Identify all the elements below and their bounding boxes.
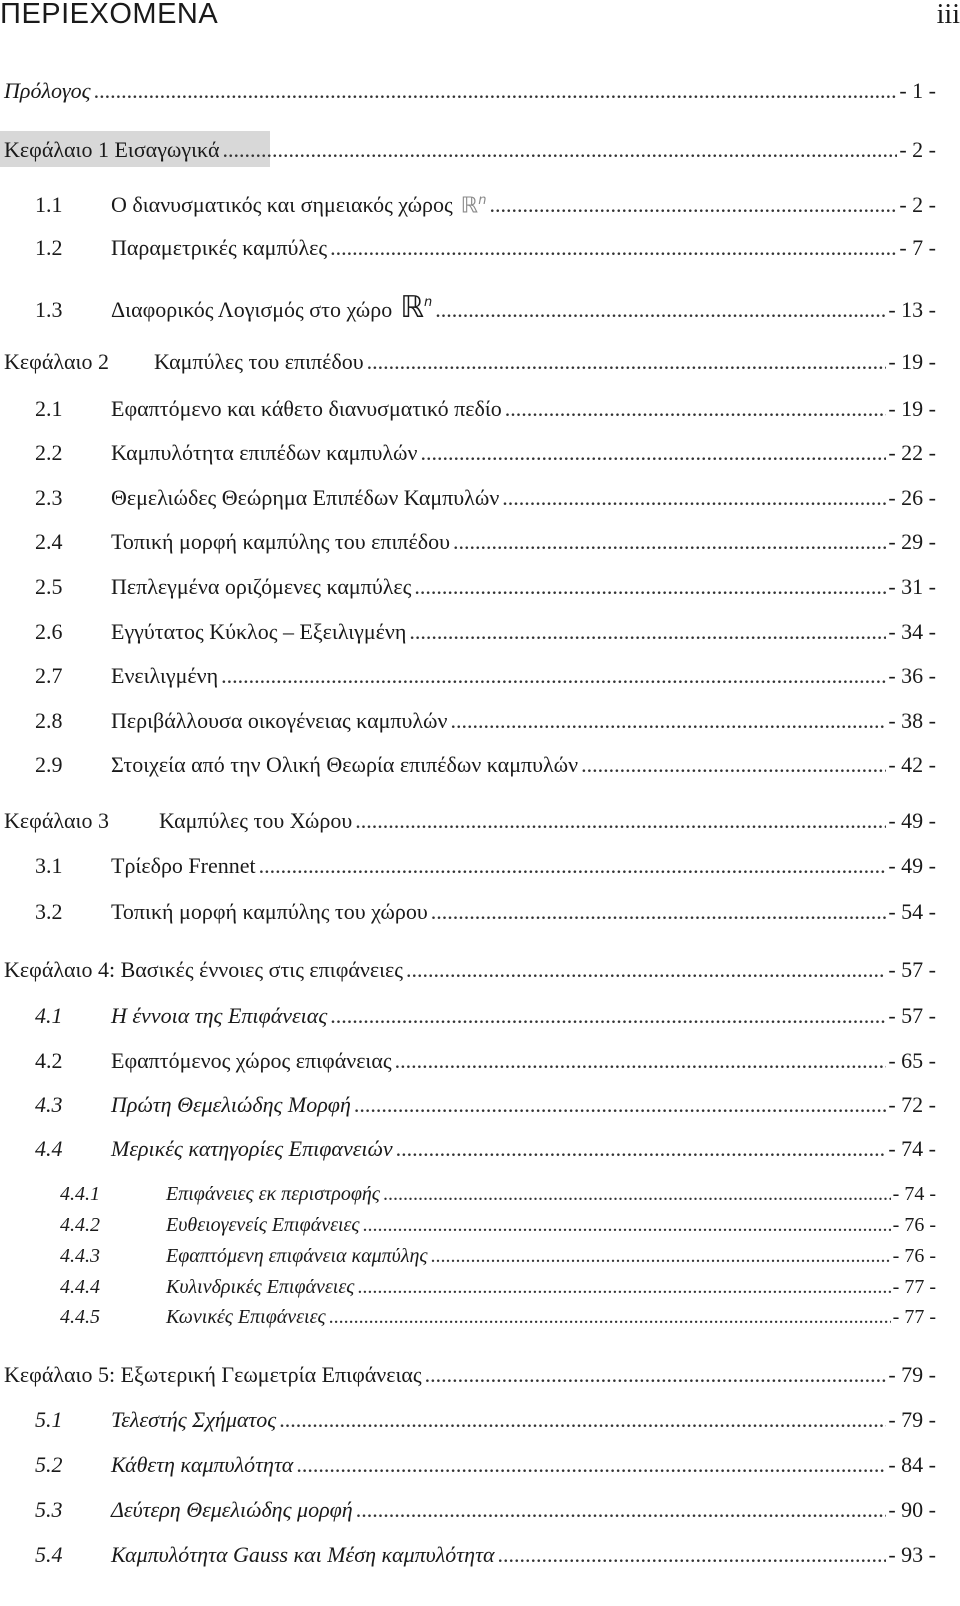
toc-entry-preface[interactable] [4,78,936,104]
toc-entry-title: Κάθετη καμπυλότητα [111,1452,294,1477]
toc-entry-page: - 57 - [888,957,936,982]
dot-leader [502,485,886,511]
toc-entry-page: - 29 - [888,529,936,554]
toc-entry-4-2[interactable] [35,1048,936,1074]
toc-entry-title: Εφαπτόμενο και κάθετο διανυσματικό πεδίο [111,396,502,421]
toc-entry-title: Η έννοια της Επιφάνειας [111,1003,328,1028]
toc-entry-page: - 90 - [888,1497,936,1522]
toc-entry-4-4-5[interactable] [60,1306,936,1328]
toc-entry-4-4-1[interactable] [60,1183,936,1205]
toc-entry-title: Εφαπτόμενη επιφάνεια καμπύλης [166,1245,428,1267]
toc-entry-3-1[interactable] [35,853,936,879]
toc-entry-title: Πρόλογος [4,78,91,103]
toc-entry-page: - 84 - [888,1452,936,1477]
toc-entry-title: Πρώτη Θεμελιώδης Μορφή [111,1092,351,1117]
toc-entry-2-7[interactable] [35,663,936,689]
toc-entry-page: - 49 - [888,808,936,833]
toc-entry-number: 4.4.4 [60,1276,100,1298]
toc-entry-number: 4.4.2 [60,1214,100,1236]
toc-entry-number: 5.1 [35,1407,63,1432]
toc-entry-title: Ο διανυσματικός και σημειακός χώρος [111,192,453,218]
toc-entry-4-4-2[interactable] [60,1214,936,1236]
dot-leader [221,663,886,689]
toc-entry-number: 5.3 [35,1497,63,1522]
toc-entry-2-8[interactable] [35,708,936,734]
dot-leader [425,1362,887,1388]
toc-entry-page: - 72 - [888,1092,936,1117]
toc-entry-1-3[interactable] [35,290,936,323]
toc-entry-page: - 74 - [892,1183,936,1205]
toc-entry-page: - 13 - [888,297,936,322]
toc-entry-page: - 76 - [892,1214,936,1236]
toc-entry-title: Τελεστής Σχήματος [111,1407,277,1432]
toc-entry-title: Δεύτερη Θεμελιώδης μορφή [111,1497,353,1522]
toc-entry-number: 2.8 [35,708,63,733]
dot-leader [498,1542,887,1568]
toc-entry-page: - 2 - [899,137,936,162]
toc-entry-2-5[interactable] [35,574,936,600]
toc-entry-title: Ευθειογενείς Επιφάνειες [166,1214,360,1236]
dot-leader [383,1183,891,1205]
dot-leader [453,529,886,555]
toc-entry-number: 4.1 [35,1003,63,1028]
dot-leader [279,1407,886,1433]
toc-entry-chapter-2[interactable] [4,349,936,375]
dot-leader [581,752,886,778]
dot-leader [330,1003,886,1029]
page-title: ΠΕΡΙΕΧΟΜΕΝΑ [0,0,219,30]
toc-entry-2-2[interactable] [35,440,936,466]
toc-entry-4-4[interactable] [35,1136,936,1162]
toc-entry-title: Καμπύλες του Χώρου [159,808,353,833]
toc-entry-5-3[interactable] [35,1497,936,1523]
dot-leader [330,235,897,261]
toc-entry-3-2[interactable] [35,899,936,925]
dot-leader [259,853,887,879]
toc-entry-title: Μερικές κατηγορίες Επιφανειών [111,1136,393,1161]
toc-entry-number: 1.1 [35,192,63,218]
toc-entry-5-1[interactable] [35,1407,936,1433]
toc-entry-page: - 79 - [888,1362,936,1387]
toc-entry-number: 1.2 [35,235,63,260]
toc-entry-number: 2.2 [35,440,63,465]
dot-leader [505,396,887,422]
toc-entry-2-6[interactable] [35,619,936,645]
toc-entry-number: 2.9 [35,752,63,777]
toc-entry-5-4[interactable] [35,1542,936,1568]
toc-entry-page: - 1 - [899,78,936,103]
toc-entry-title: Θεμελιώδες Θεώρημα Επιπέδων Καμπυλών [111,485,500,510]
toc-entry-number: Κεφάλαιο 4: [4,957,121,982]
toc-entry-number: 4.3 [35,1092,63,1117]
toc-entry-4-4-3[interactable] [60,1245,936,1267]
dot-leader [435,297,886,323]
toc-entry-2-3[interactable] [35,485,936,511]
dot-leader [357,1276,890,1298]
dot-leader [395,1048,887,1074]
toc-entry-page: - 2 - [899,192,936,218]
page-number: iii [936,0,960,30]
toc-entry-number: 4.4.1 [60,1183,100,1205]
toc-entry-title: Εγγύτατος Κύκλος – Εξειλιγμένη [111,619,407,644]
toc-entry-title: Επιφάνειες εκ περιστροφής [166,1183,380,1205]
toc-entry-title: Καμπυλότητα Gauss και Μέση καμπυλότητα [111,1542,495,1567]
dot-leader [363,1214,891,1236]
toc-entry-title: Βασικές έννοιες στις επιφάνειες [120,957,403,982]
toc-entry-page: - 7 - [899,235,936,260]
dot-leader [406,957,886,983]
toc-entry-2-9[interactable] [35,752,936,778]
toc-entry-chapter-5[interactable] [4,1362,936,1388]
toc-entry-1-2[interactable] [35,235,936,261]
dot-leader [396,1136,887,1162]
toc-entry-title: Στοιχεία από την Ολική Θεωρία επιπέδων καμπυλών [111,752,579,777]
toc-entry-page: - 49 - [888,853,936,878]
toc-entry-number: Κεφάλαιο 1 [4,137,115,162]
dot-leader [421,440,887,466]
toc-entry-number: 4.4.3 [60,1245,100,1267]
toc-entry-number: Κεφάλαιο 5: [4,1362,121,1387]
toc-entry-title: Παραμετρικές καμπύλες [111,235,328,260]
toc-entry-page: - 22 - [888,440,936,465]
toc-entry-page: - 77 - [892,1276,936,1298]
dot-leader [414,574,886,600]
toc-entry-number: 2.6 [35,619,63,644]
toc-entry-page: - 19 - [888,349,936,374]
dot-leader [431,899,887,925]
toc-entry-4-4-4[interactable] [60,1276,936,1298]
toc-entry-page: - 36 - [888,663,936,688]
toc-entry-page: - 74 - [888,1136,936,1161]
dot-leader [356,1497,887,1523]
toc-entry-number: 2.1 [35,396,63,421]
toc-entry-title: Τοπική μορφή καμπύλης του χώρου [111,899,428,924]
real-n-symbol: ℝ$^n$ [400,290,433,325]
toc-entry-chapter-1[interactable] [4,137,936,163]
toc-entry-title: Κωνικές Επιφάνειες [166,1306,326,1328]
toc-entry-page: - 93 - [888,1542,936,1567]
toc-entry-title: Εφαπτόμενος χώρος επιφάνειας [111,1048,392,1073]
toc-entry-number: 2.7 [35,663,63,688]
toc-entry-title: Εξωτερική Γεωμετρία Επιφάνειας [120,1362,422,1387]
toc-entry-1-1[interactable] [35,188,936,219]
dot-leader [355,808,886,834]
toc-entry-page: - 77 - [892,1306,936,1328]
dot-leader [329,1306,891,1328]
dot-leader [354,1092,886,1118]
toc-entry-number: 2.5 [35,574,63,599]
toc-entry-chapter-3[interactable] [4,808,936,834]
toc-entry-page: - 31 - [888,574,936,599]
toc-entry-title: Καμπύλες του επιπέδου [154,349,364,374]
toc-entry-page: - 79 - [888,1407,936,1432]
toc-entry-page: - 65 - [888,1048,936,1073]
toc-entry-page: - 76 - [892,1245,936,1267]
toc-entry-title: Ενειλιγμένη [111,663,219,688]
toc-entry-number: 2.3 [35,485,63,510]
toc-entry-2-4[interactable] [35,529,936,555]
toc-entry-number: 4.4 [35,1136,63,1161]
toc-entry-page: - 34 - [888,619,936,644]
toc-entry-number: 4.4.5 [60,1306,100,1328]
toc-entry-number: 1.3 [35,297,63,322]
toc-entry-page: - 42 - [888,752,936,777]
toc-entry-page: - 57 - [888,1003,936,1028]
dot-leader [296,1452,886,1478]
real-n-symbol: ℝ$^n$ [460,193,487,219]
toc-entry-page: - 26 - [888,485,936,510]
toc-entry-number: 2.4 [35,529,63,554]
toc-entry-number: 5.4 [35,1542,63,1567]
dot-leader [409,619,886,645]
toc-entry-title: Κυλινδρικές Επιφάνειες [166,1276,355,1298]
toc-entry-title: Καμπυλότητα επιπέδων καμπυλών [111,440,418,465]
toc-entry-4-1[interactable] [35,1003,936,1029]
dot-leader [367,349,887,375]
dot-leader [94,78,898,104]
toc-entry-number: 3.2 [35,899,63,924]
dot-leader [431,1245,891,1267]
toc-entry-page: - 19 - [888,396,936,421]
toc-entry-title: Περιβάλλουσα οικογένειας καμπυλών [111,708,448,733]
toc-entry-title: Διαφορικός Λογισμός στο χώρο [111,297,393,322]
toc-entry-5-2[interactable] [35,1452,936,1478]
toc-entry-page: - 38 - [888,708,936,733]
toc-entry-title: Τοπική μορφή καμπύλης του επιπέδου [111,529,451,554]
toc-entry-4-3[interactable] [35,1092,936,1118]
toc-entry-number: 4.2 [35,1048,63,1073]
toc-entry-number: 3.1 [35,853,63,878]
toc-entry-title: Τρίεδρο Frennet [111,853,256,878]
toc-entry-title: Εισαγωγικά [114,137,220,162]
toc-entry-number: Κεφάλαιο 2 [4,349,109,374]
toc-entry-2-1[interactable] [35,396,936,422]
toc-entry-title: Πεπλεγμένα οριζόμενες καμπύλες [111,574,412,599]
dot-leader [222,137,897,163]
toc-entry-number: 5.2 [35,1452,63,1477]
toc-entry-chapter-4[interactable] [4,957,936,983]
toc-entry-number: Κεφάλαιο 3 [4,808,109,833]
toc-entry-page: - 54 - [888,899,936,924]
dot-leader [489,192,897,218]
dot-leader [451,708,887,734]
